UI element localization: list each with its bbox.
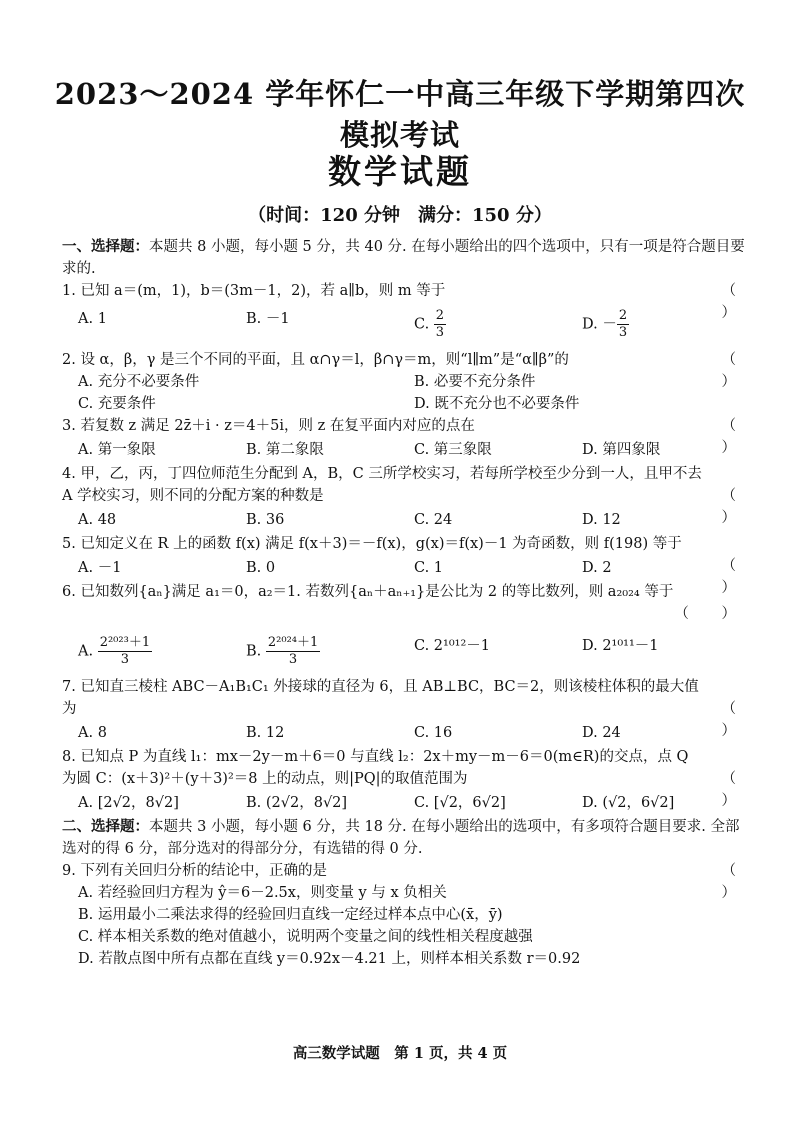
question-9 [62, 860, 750, 970]
option-b: B. (2√2，8√2] [246, 795, 348, 811]
question-6-stem: 6. 已知数列{aₙ}满足 a₁＝0，a₂＝1. 若数列{aₙ＋aₙ₊₁}是公比为 2 的等比数列，则 a₂₀₂₄ 等于 [62, 584, 674, 600]
option-c: C. 样本相关系数的绝对值越小，说明两个变量之间的线性相关程度越强 [78, 929, 533, 945]
answer-bracket: （ ） [721, 558, 750, 596]
section-1-text: 本题共 8 小题，每小题 5 分，共 40 分. 在每小题给出的四个选项中，只有一项是符合题目要求的. [62, 239, 745, 277]
answer-bracket: （ ） [721, 701, 750, 739]
option-a: A. 第一象限 [78, 442, 156, 458]
option-b: B. 必要不充分条件 [414, 374, 536, 390]
question-9-options [62, 882, 750, 970]
option-b: B. 运用最小二乘法求得的经验回归直线一定经过样本点中心(x̄，ȳ) [78, 907, 503, 923]
option-c: C. 16 [414, 725, 453, 741]
option-b: B. 0 [246, 560, 276, 576]
denominator: 3 [288, 652, 298, 667]
fraction [617, 308, 629, 341]
denominator: 3 [618, 325, 628, 340]
numerator: 2²⁰²⁴＋1 [267, 635, 319, 650]
option-c: C. [√2，6√2] [414, 795, 506, 811]
section-1-instructions [62, 236, 750, 280]
option-a: A. 充分不必要条件 [78, 374, 200, 390]
question-2-options [62, 371, 750, 415]
option-a: A. [2√2，8√2] [78, 795, 179, 811]
denominator: 3 [435, 325, 445, 340]
subject-title: 数学试题 [328, 152, 472, 191]
question-1-stem: 1. 已知 a＝(m，1)，b＝(3m－1，2)，若 a∥b，则 m 等于 [62, 283, 446, 299]
answer-bracket: （ ） [721, 352, 750, 390]
section-2-heading: 二、选择题： [62, 818, 149, 835]
numerator: 2 [618, 308, 628, 323]
question-1 [62, 280, 750, 341]
option-a: A. －1 [78, 560, 122, 576]
option-c [414, 308, 582, 341]
option-b [246, 635, 414, 668]
option-b: B. 36 [246, 512, 285, 528]
question-6-options [62, 635, 750, 668]
option-d: D. 12 [582, 512, 621, 528]
option-a: A. 1 [78, 311, 107, 327]
answer-bracket: （ ） [721, 283, 750, 321]
section-2-text: 本题共 3 小题，每小题 6 分，共 18 分. 在每小题给出的选项中，有多项符合题目要求. 全部选对的得 6 分，部分选对的得部分分，有选错的得 0 分. [62, 819, 740, 857]
question-4-stem: 4. 甲，乙，丙，丁四位师范生分配到 A，B，C 三所学校实习，若每所学校至少分到一人，且甲不去 A 学校实习，则不同的分配方案的种数是 [62, 466, 702, 504]
option-d: D. 第四象限 [582, 442, 661, 458]
question-8-options [62, 792, 750, 814]
option-a: A. 8 [78, 725, 107, 741]
fraction [434, 308, 446, 341]
question-4-options [62, 509, 750, 531]
option-c: C. 充要条件 [78, 396, 156, 412]
question-5-stem: 5. 已知定义在 R 上的函数 f(x) 满足 f(x＋3)＝－f(x)，g(x)＝f(x)－1 为奇函数，则 f(198) 等于 [62, 536, 682, 552]
option-d: D. 2 [582, 560, 612, 576]
option-a [78, 635, 246, 668]
answer-bracket: （ ） [721, 771, 750, 809]
question-7 [62, 676, 750, 744]
exam-title: 2023～2024 学年怀仁一中高三年级下学期第四次模拟考试 [54, 77, 746, 152]
option-c-label: C. [414, 316, 430, 333]
option-b: B. 第二象限 [246, 442, 324, 458]
question-5-options [62, 557, 750, 579]
exam-meta: （时间：120 分钟 满分：150 分） [248, 205, 552, 226]
question-3-stem: 3. 若复数 z 满足 2z̄＋i · z＝4＋5i，则 z 在复平面内对应的点在 [62, 418, 475, 434]
option-b: B. 12 [246, 725, 285, 741]
numerator: 2 [435, 308, 445, 323]
option-d: D. (√2，6√2] [582, 795, 675, 811]
answer-bracket: （ ） [721, 488, 750, 526]
denominator: 3 [120, 652, 130, 667]
option-a: A. 若经验回归方程为 ŷ＝6－2.5x，则变量 y 与 x 负相关 [78, 885, 447, 901]
question-3-options [62, 439, 750, 461]
section-2-instructions [62, 816, 750, 860]
option-c: C. 第三象限 [414, 442, 492, 458]
option-d: D. 24 [582, 725, 621, 741]
fraction [266, 635, 320, 668]
question-4 [62, 463, 750, 531]
answer-bracket: （ ） [674, 606, 750, 622]
question-8 [62, 746, 750, 814]
question-7-options [62, 722, 750, 744]
option-d-label: D. － [582, 316, 617, 333]
question-9-stem: 9. 下列有关回归分析的结论中，正确的是 [62, 863, 327, 879]
question-1-options [62, 308, 750, 341]
exam-content [62, 236, 750, 970]
page-footer: 高三数学试题 第 1 页，共 4 页 [292, 1045, 508, 1062]
option-a: A. 48 [78, 512, 117, 528]
question-2 [62, 349, 750, 415]
answer-bracket: （ ） [721, 418, 750, 456]
option-d: D. 2¹⁰¹¹－1 [582, 638, 659, 654]
numerator: 2²⁰²³＋1 [99, 635, 151, 650]
option-d: D. 既不充分也不必要条件 [414, 396, 580, 412]
section-1-heading: 一、选择题： [62, 238, 149, 255]
option-c: C. 2¹⁰¹²－1 [414, 638, 490, 654]
option-a-label: A. [78, 643, 94, 660]
answer-bracket: （ ） [721, 863, 750, 901]
option-c: C. 1 [414, 560, 444, 576]
question-7-stem: 7. 已知直三棱柱 ABC－A₁B₁C₁ 外接球的直径为 6，且 AB⊥BC，BC＝2，则该棱柱体积的最大值为 [62, 679, 699, 717]
option-c: C. 24 [414, 512, 453, 528]
fraction [98, 635, 152, 668]
option-d: D. 若散点图中所有点都在直线 y＝0.92x－4.21 上，则样本相关系数 r＝0.92 [78, 951, 581, 967]
option-b: B. －1 [246, 311, 290, 327]
option-b-label: B. [246, 643, 262, 660]
question-2-stem: 2. 设 α，β，γ 是三个不同的平面，且 α∩γ＝l，β∩γ＝m，则“l∥m”是“α∥β”的 [62, 352, 569, 368]
question-8-stem: 8. 已知点 P 为直线 l₁：mx－2y－m＋6＝0 与直线 l₂：2x＋my－m－6＝0(m∈R)的交点，点 Q 为圆 C：(x＋3)²＋(y＋3)²＝8 上的动点，则|PQ|的取值范围为 [62, 749, 689, 787]
question-6 [62, 581, 750, 668]
question-3 [62, 415, 750, 461]
